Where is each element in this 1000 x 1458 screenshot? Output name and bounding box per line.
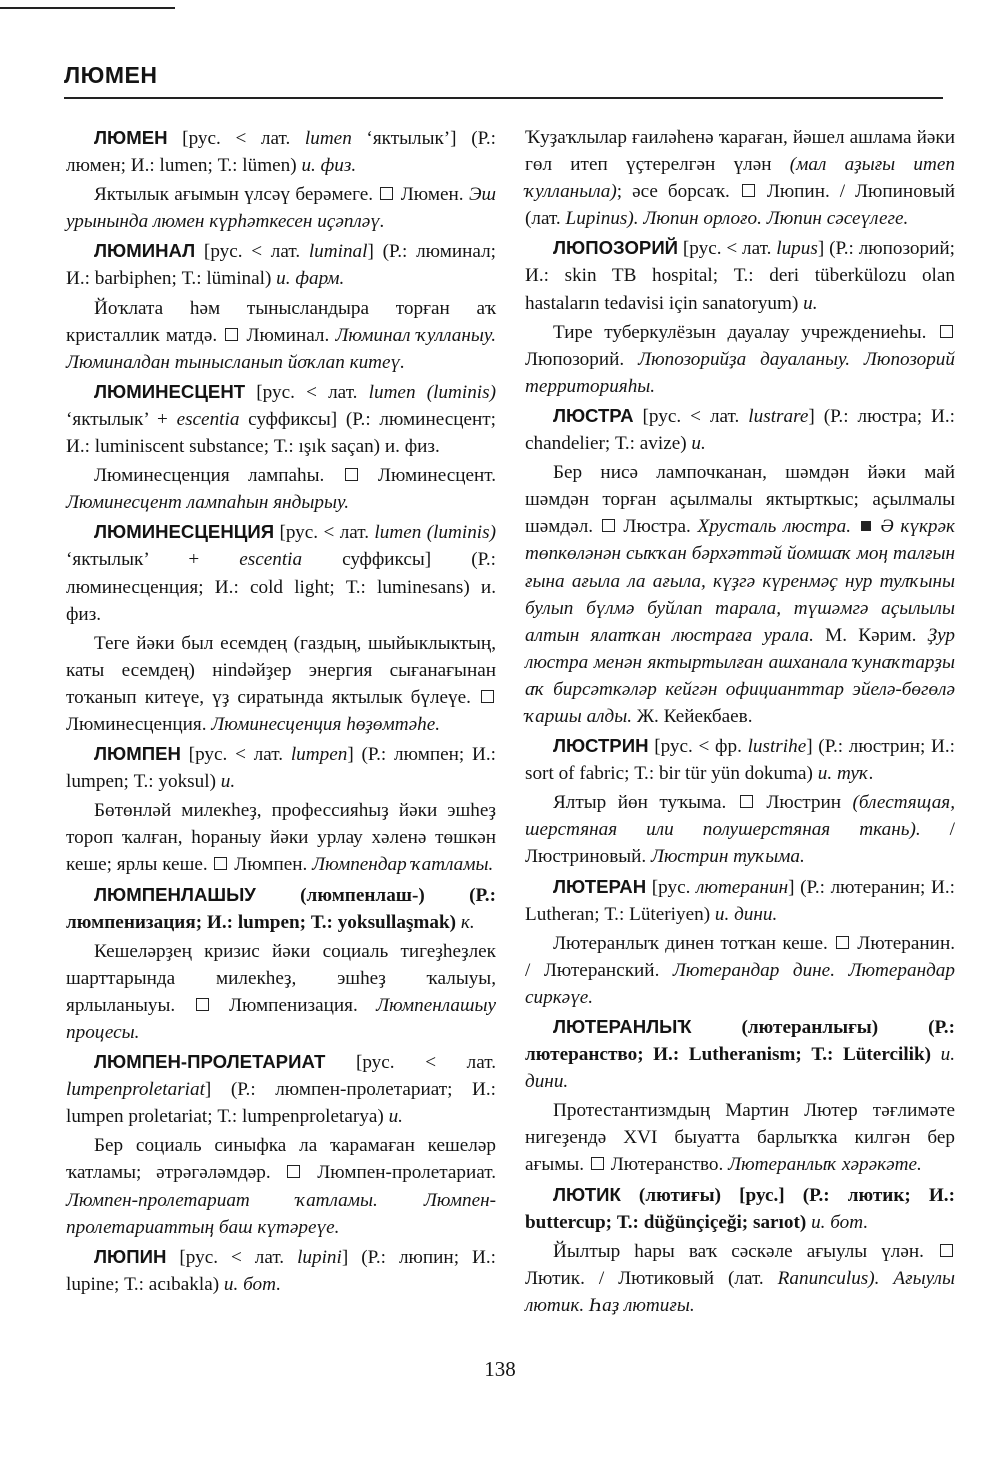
square-icon (214, 857, 227, 870)
headword: ЛЮТЕРАНЛЫҠ (553, 1016, 692, 1037)
definition: Лютеранлыҡ динен тотҡан кеше. Лютеранин. / Лютеранский. Лютерандар дине. Лютерандар сиркәүе. (525, 932, 956, 1008)
definition-continued: Ҡуҙаҡлылар ғаиләһенә ҡараған, йәшел ашлама йәки гөл итеп үҫтерелгән үлән (мал аҙығы итеп ҡулланыла); әсе борсаҡ. Люпин. / Люпиновый (лат. Lupinus). Люпин орлоғо. Люпин сәсеүлеге. (525, 127, 956, 230)
definition: Яктылык ағымын үлсәү берәмеге. Люмен. Эш урынында люмен күрһәткесен иҫәпләү. (66, 184, 497, 233)
square-icon (836, 936, 849, 949)
definition: Йоҡлата һәм тынысландыра торған аҡ кристаллик матдә. Люминал. Люминал ҡулланыу. Люминалдан тынысланып йоҡлап китеү. (66, 297, 496, 373)
definition: Протестантизмдың Мартин Лютер тәғлимәте нигеҙендә XVI быуатта барлыҡҡа килгән бер ағымы. Лютеранство. Лютеранлыҡ хәрәкәте. (525, 1100, 955, 1176)
entry-lyuteran: ЛЮТЕРАН [рус. лютеранин] (Р.: лютеранин; И.: Lutheran; Т.: Lüteriyen) и. дини. (525, 875, 956, 925)
entry-lyustrin: ЛЮСТРИН [рус. < фр. lustrihe] (Р.: люстрин; И.: sort of fabric; Т.: bir tür yün dokuma) и. туҡ. (525, 735, 955, 785)
square-icon (742, 184, 755, 197)
entry-lyutik: ЛЮТИК (лютиғы) [рус.] (Р.: лютик; И.: buttercup; Т.: düğünçiçeği; sarıot) и. бот. (525, 1183, 955, 1233)
definition: Ялтыр йөн туҡыма. Люстрин (блестящая, шерстяная или полушерстяная ткань). / Люстриновый. Люстрин туҡыма. (525, 792, 955, 868)
headword: ЛЮМПЕН-ПРОЛЕТАРИАТ (94, 1051, 326, 1073)
square-icon (345, 468, 358, 481)
square-icon (591, 1157, 604, 1170)
definition: Бер социаль синыфка ла ҡарамаған кешеләр ҡатламы; әтрәгәләмдәр. Люмпен-пролетариат. Люмпен-пролетариат ҡатламы. Люмпен-пролетариаттың баш күтәреүе. (66, 1135, 496, 1238)
headword: ЛЮМЕН (94, 127, 168, 148)
headword: ЛЮТЕРАН (553, 875, 647, 897)
square-icon (225, 328, 238, 341)
running-head: ЛЮМЕН (64, 62, 158, 88)
square-icon (196, 998, 209, 1011)
square-icon (940, 325, 953, 338)
entry-lyumpen: ЛЮМПЕН [рус. < лат. lumpen] (Р.: люмпен; И.: lumpen; Т.: yoksul) и. (66, 743, 496, 793)
headword: ЛЮМИНЕСЦЕНТ (94, 380, 246, 402)
definition: Теге йәки был есемдең (газдың, шыйыклыктың, каты есемдең) нindәйҙер энергия сығанағынан тоҡанып китеүе, үҙ сиратында яктылык бүлеүе. Люминесценция. Люминесценция һөҙөмтәһе. (66, 632, 496, 735)
square-icon (940, 1244, 953, 1257)
definition: Люминесценция лампаһы. Люминесцент. Люминесцент лампаһын яндырыу. (66, 465, 497, 514)
square-icon (287, 1165, 300, 1178)
headword: ЛЮМПЕНЛАШЫУ (94, 883, 256, 905)
headword: ЛЮПИН (94, 1245, 167, 1267)
top-rule (0, 7, 175, 9)
headword: ЛЮМПЕН (94, 743, 181, 765)
entry-lyuminescenciya: ЛЮМИНЕСЦЕНЦИЯ [рус. < лат. lumen (luminis) ‘яктылык’ + escentia суффиксы] (Р.: люминесценция; И.: cold light; Т.: luminesans) и. физ. (66, 521, 496, 625)
headword: ЛЮСТРИН (553, 735, 649, 757)
definition: Бер нисә лампочканан, шәмдән йәки май шәмдән торған аҫылмалы яктырткыс; аҫылмалы шәмдәл. Люстра. Хрусталь люстра. Ә күкрәк төпкөләнән сыҡҡан бәрхәттәй йомшаҡ моң талғын ғына ағыла ла ағыла, күҙгә күренмәҫ нур тулҡыны булып бүлмә буйлап тарала, түшәмгә аҫылылы алтын ялатҡан люстраға урала. М. Кәрим. Ҙур люстра менән яктыртылған ашханала ҡунаҡтарҙы аҡ бирсәткәләр кейгән официанттар эйелә-бөгөлә ҡаршы алды. Ж. Кейекбаев. (525, 462, 956, 727)
entry-lyuteranlyk: ЛЮТЕРАНЛЫҠ (лютеранлығы) (Р.: лютеранство; И.: Lutheranism; Т.: Lütercilik) и. дини. (525, 1016, 955, 1093)
right-column (525, 124, 955, 1321)
headword: ЛЮСТРА (553, 404, 634, 426)
entry-lyumpen-proletariat: ЛЮМПЕН-ПРОЛЕТАРИАТ [рус. < лат. lumpenproletariat] (Р.: люмпен-пролетариат; И.: lumpen proletariat; Т.: lumpenproletarya) и. (66, 1051, 496, 1128)
square-icon (602, 519, 615, 532)
entry-lyuminal: ЛЮМИНАЛ [рус. < лат. luminal] (Р.: люминал; И.: barbiphen; Т.: lüminal) и. фарм. (66, 240, 496, 290)
header-rule (64, 97, 943, 99)
square-icon (481, 690, 494, 703)
headword: ЛЮМИНАЛ (94, 240, 196, 262)
entry-lyumpenlashyu: ЛЮМПЕНЛАШЫУ (люмпенлаш-) (Р.: люмпенизация; И.: lumpen; Т.: yoksullaşmak) к. (66, 883, 496, 933)
headword: ЛЮТИК (553, 1183, 621, 1205)
square-icon (380, 187, 393, 200)
definition: Тире туберкулёзын дауалау учреждениеһы. Люпозорий. Люпозорийҙа дауаланыу. Люпозорий территорияһы. (525, 321, 955, 397)
filled-square-icon (861, 521, 871, 531)
definition: Кешеләрҙең кризис йәки социаль тигеҙһеҙлек шарттарында милекһеҙ, эшһеҙ ҡалыуы, ярлыланыуы. Люмпенизация. Люмпенлашыу процесы. (66, 940, 496, 1043)
entry-lyupozoriy: ЛЮПОЗОРИЙ [рус. < лат. lupus] (Р.: люпозорий; И.: skin TB hospital; Т.: deri tüberkülozu olan hastaların tedavisi için sanatoryum) и. (525, 237, 955, 314)
square-icon (740, 795, 753, 808)
entry-lyupin: ЛЮПИН [рус. < лат. lupini] (Р.: люпин; И.: lupine; Т.: acıbakla) и. бот. (66, 1245, 496, 1295)
definition: Йылтыр һары ваҡ сәскәле ағыулы үлән. Лютик. / Лютиковый (лат. Ranunculus). Ағыулы лютик. Һаҙ лютиғы. (525, 1240, 955, 1316)
headword: ЛЮПОЗОРИЙ (553, 237, 679, 259)
entry-lyumen: ЛЮМЕН [рус. < лат. lumen ‘яктылык’] (Р.: люмен; И.: lumen; Т.: lümen) и. физ. (66, 127, 496, 177)
entry-lyuminescent: ЛЮМИНЕСЦЕНТ [рус. < лат. lumen (luminis) ‘яктылык’ + escentia суффиксы] (Р.: люминесцент; И.: luminiscent substance; Т.: ışık saçan) и. физ. (66, 380, 497, 458)
definition: Бөтөнләй милекһеҙ, профессияһыҙ йәки эшһеҙ тороп ҡалған, һораныу йәки урлау хәленә төшкән кеше; ярлы кеше. Люмпен. Люмпендар ҡатламы. (66, 800, 496, 876)
headword: ЛЮМИНЕСЦЕНЦИЯ (94, 521, 275, 543)
page-number: 138 (484, 1357, 516, 1381)
entry-lyustra: ЛЮСТРА [рус. < лат. lustrare] (Р.: люстра; И.: chandelier; Т.: avize) и. (525, 404, 956, 455)
left-column (66, 124, 496, 1300)
